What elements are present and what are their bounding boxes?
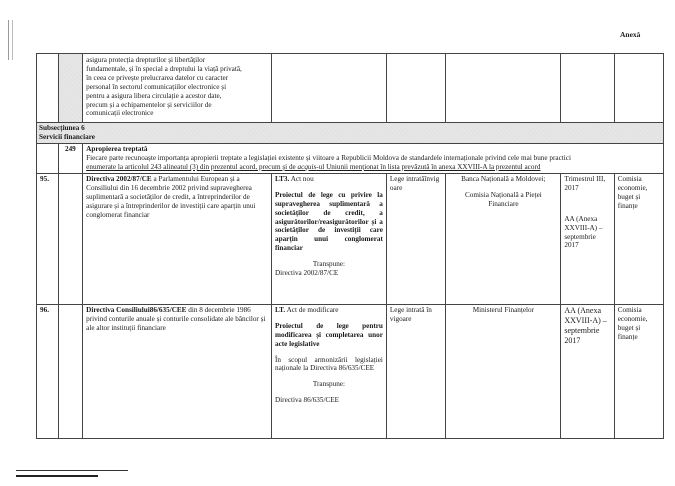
scan-margin-mark [12,20,13,60]
text-line: personal în sectorul comunicațiilor electronice și [86,82,227,91]
cell-article [58,173,83,304]
project-title: Proiectul de lege pentru modificarea și completarea unor acte legislative [274,321,383,348]
row-number: 95. [37,173,59,304]
text-line: asigura protecția drepturilor și libertăților [86,56,206,64]
deadline-aa: AA (Anexa XXVIII-A) – septembrie 2017 [564,214,603,250]
cell-committee [614,54,663,123]
article-number: 249 [58,144,83,174]
cell-institution [446,173,561,304]
cell-article [58,304,83,438]
directive-description: a Parlamentului European și a Consiliului din 16 decembrie 2002 privind supravegherea suplimentară a societăților de credit, a întreprinderilor de asigurare și a întreprinderilor de investiții care aparțin unui conglomerat financiar [86,174,256,219]
cell-committee: Comisia economie, buget și finanțe [614,304,663,438]
cell-act [271,173,386,304]
cell-status [386,54,446,123]
cell-status: Lege intrată în vigoare [386,304,446,438]
transpune-value: Directiva 2002/87/CE [274,269,339,278]
transpune-label: Transpune: [312,380,345,389]
cell-institution [446,54,561,123]
directive-id: Directiva Consiliului86/635/CEE [86,305,187,314]
subsection-subtitle: Servicii financiare [39,133,95,142]
act-type: Act de modificare [285,305,339,314]
continuation-row [37,54,664,123]
cell-institution [446,304,561,438]
text-line: în ceea ce privește prelucrarea datelor cu caracter [86,73,229,82]
deadline-aa: AA (Anexa XXVIII-A) – septembrie 2017 [564,305,607,345]
article-line: Fiecare parte recunoaște importanța apropierii treptate a legislației existente și viitoare a Republicii Moldova de standardele internaționale privind cele mai bune practici [86,154,571,163]
cell-directive [83,304,272,438]
cell-committee: Comisia economie, buget și finanțe [614,173,663,304]
subsection-title: Subsecțiunea 6 [39,124,85,133]
legislation-table [36,53,664,439]
cell-deadline [561,54,614,123]
subsection-row [37,123,664,144]
cell-deadline [561,304,614,438]
cell-directive [83,54,272,123]
text-line: fundamentale, și în special a dreptului la viață privată, [86,64,242,73]
project-title: Proiectul de lege cu privire la supravegherea suplimentară a societăților de credit, a asigurătorilor/reasigurătorilor și a societăților de investiții care aparțin unui conglomerat financiar [274,190,383,253]
article-line-start: enumerate la articolul 243 alineatul (3) din prezentul acord, precum și de [86,162,298,171]
subsection-header [37,123,664,144]
harmonization-note: În scopul armonizării legislației naționale la Directiva 86/635/CEE [274,355,383,373]
institution: Ministerul Finanțelor [472,305,535,314]
table-row [37,304,664,438]
article-row [37,144,664,174]
footnote-separator [16,470,128,471]
annex-label: Anexă [620,30,641,39]
cell-deadline [561,173,614,304]
cell-empty [37,144,59,174]
cell-status: Lege intratăînvigoare [386,173,446,304]
cell-article [58,54,83,123]
article-title: Apropierea treptată [86,145,148,154]
text-line: pentru a asigura libera circulație a acestor date, [86,91,222,100]
acquis-term: acquis [297,162,317,171]
act-code: LT. [274,305,286,314]
act-code: LT3. [274,174,290,183]
text-line: precum și a echipamentelor și serviciilor de [86,100,212,109]
directive-id: Directiva 2002/87/CE [86,174,152,183]
text-line: comunicații electronice [86,109,154,118]
scan-margin-mark [8,20,9,60]
institution: Banca Națională a Moldovei; [461,174,546,183]
cell-act [271,54,386,123]
table-row [37,173,664,304]
cell-directive [83,173,272,304]
transpune-label: Transpune: [312,260,345,269]
act-type: Act nou [289,174,314,183]
article-content [83,144,664,174]
directive-description: din 8 decembrie 1986 privind conturile anuale și conturile consolidate ale băncilor și ale altor instituții financiare [86,305,266,332]
row-number: 96. [37,304,59,438]
transpune-value: Directiva 86/635/CEE [274,396,340,405]
institution: Comisia Națională a Pieței Financiare [464,190,542,208]
cell-number [37,54,59,123]
article-line-end: -ul Uniunii menționat în lista prevăzută în anexa XXVIII-A la prezentul acord [316,162,541,171]
cell-act [271,304,386,438]
article-line [86,163,660,172]
footnote-separator [16,475,98,477]
deadline-primary: Trimestrul III, 2017 [564,174,606,192]
